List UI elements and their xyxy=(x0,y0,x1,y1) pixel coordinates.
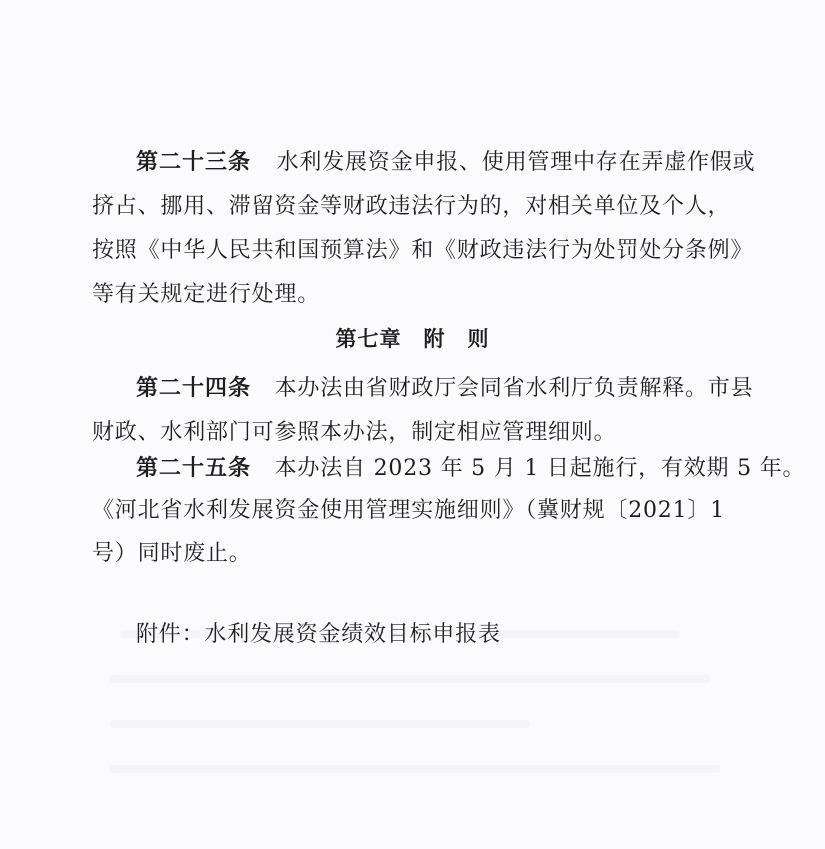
bleed-through-row xyxy=(110,765,720,773)
article-24-text-1: 本办法由省财政厅会同省水利厅负责解释。市县 xyxy=(274,376,754,401)
bleed-through-row xyxy=(110,675,710,683)
article-24-line-1 xyxy=(136,376,776,402)
article-23-line-1 xyxy=(136,150,776,176)
article-24-heading: 第二十四条 xyxy=(136,376,252,401)
article-25-text-1: 本办法自 2023 年 5 月 1 日起施行，有效期 5 年。 xyxy=(274,456,806,481)
article-25-heading: 第二十五条 xyxy=(136,456,252,481)
article-24-line-2: 财政、水利部门可参照本办法，制定相应管理细则。 xyxy=(92,420,617,445)
article-25-line-3: 号）同时废止。 xyxy=(92,541,252,566)
attachment-line: 附件：水利发展资金绩效目标申报表 xyxy=(136,622,501,647)
article-23-line-4: 等有关规定进行处理。 xyxy=(92,282,321,307)
article-23-text-1: 水利发展资金申报、使用管理中存在弄虚作假或 xyxy=(276,150,756,175)
bleed-through-row xyxy=(110,720,530,728)
article-23-line-3: 按照《中华人民共和国预算法》和《财政违法行为处罚处分条例》 xyxy=(92,238,754,263)
chapter-number: 第七章 xyxy=(335,327,402,351)
article-23-line-2: 挤占、挪用、滞留资金等财政违法行为的，对相关单位及个人， xyxy=(92,194,731,219)
article-23-heading: 第二十三条 xyxy=(136,150,252,175)
chapter-title-char-2: 则 xyxy=(467,327,490,351)
article-25-line-1 xyxy=(136,456,806,482)
article-25-line-2: 《河北省水利发展资金使用管理实施细则》（冀财规〔2021〕1 xyxy=(92,498,725,523)
chapter-heading xyxy=(0,326,825,352)
chapter-title-char-1: 附 xyxy=(423,327,446,351)
